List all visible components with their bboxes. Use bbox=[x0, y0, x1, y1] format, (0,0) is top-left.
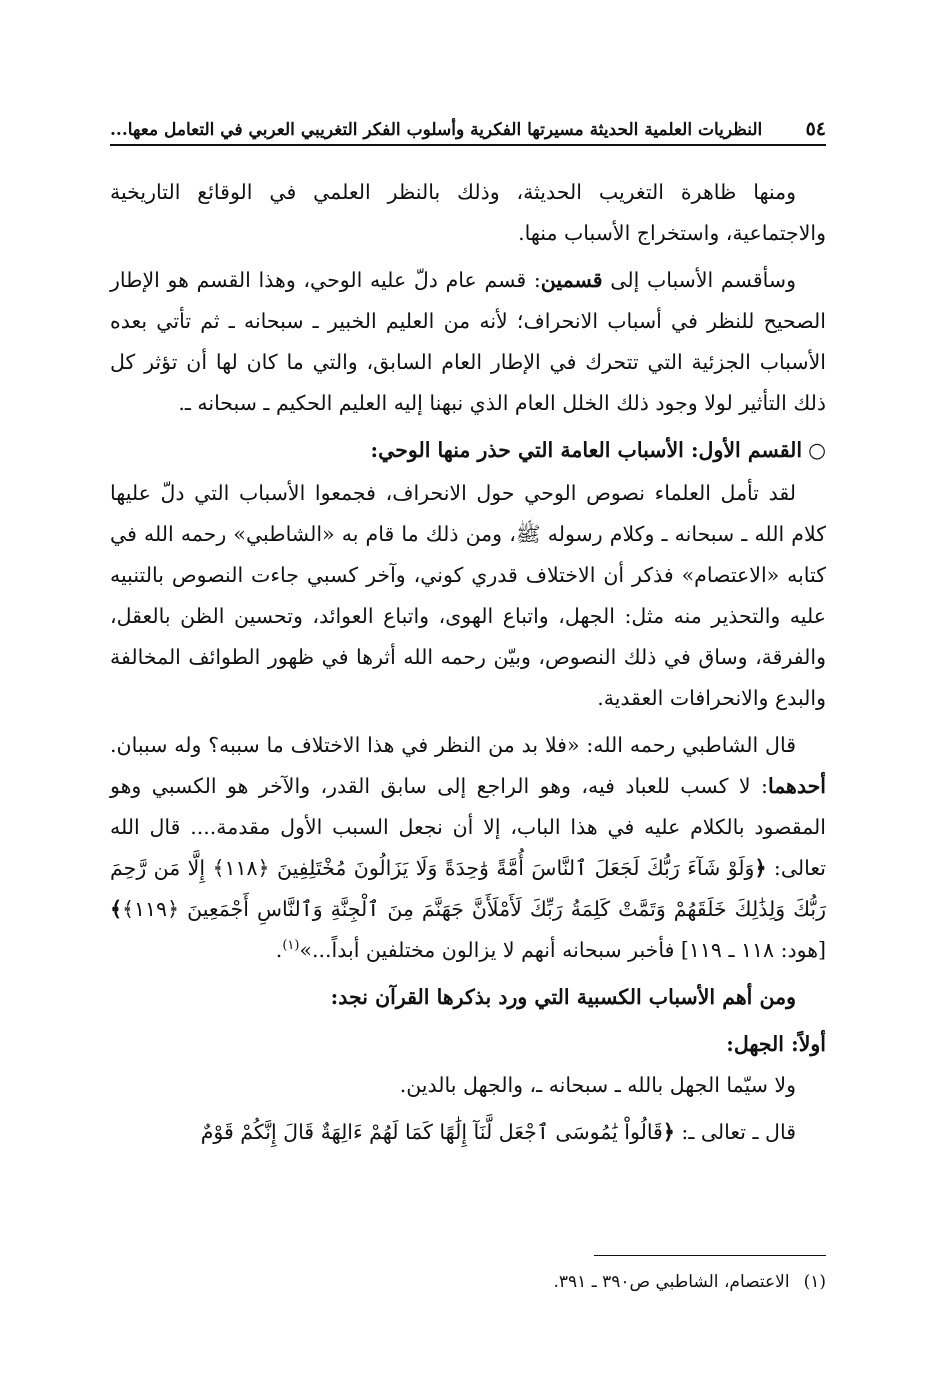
quran-verse-araf: قَالُواْ يَٰمُوسَى ٱجْعَل لَّنَآ إِلَٰهًا كَمَا لَهُمْ ءَالِهَةٌ قَالَ إِنَّكُمْ قَوْمٌ bbox=[200, 1120, 663, 1144]
section-heading-2 bbox=[110, 977, 826, 1018]
paragraph-5-text: ولا سيّما الجهل بالله ـ سبحانه ـ، والجهل بالدين. bbox=[399, 1073, 796, 1097]
footnote bbox=[110, 1270, 826, 1294]
page-number: ٥٤ bbox=[805, 118, 826, 140]
paragraph-3 bbox=[110, 473, 826, 719]
paragraph-1-text: ومنها ظاهرة التغريب الحديثة، وذلك بالنظر العلمي في الوقائع التاريخية والاجتماعية، واستخراج الأسباب منها. bbox=[110, 180, 826, 245]
header-divider bbox=[110, 144, 826, 146]
paragraph-4-bold: أحدهما bbox=[767, 774, 826, 798]
quran-bracket-close: ﴾ bbox=[110, 897, 123, 921]
paragraph-4-end: . bbox=[275, 938, 283, 962]
paragraph-5 bbox=[110, 1065, 826, 1106]
circle-bullet-icon: ○ bbox=[808, 438, 826, 462]
paragraph-2 bbox=[110, 260, 826, 424]
paragraph-3-text: لقد تأمل العلماء نصوص الوحي حول الانحراف، فجمعوا الأسباب التي دلّ عليها كلام الله ـ سبحانه ـ وكلام رسوله ﷺ، ومن ذلك ما قام به «الشاطبي» رحمه الله في كتابه «الاعتصام» فذكر أن الاختلاف قدري كوني، وآخر كسبي جاءت النصوص بالتنبيه عليه والتحذير منه مثل: الجهل، واتباع الهوى، واتباع العوائد، وتحسين الظن بالعقل، والفرقة، وساق في ذلك النصوص، وبيّن رحمه الله أثرها في ظهور الطوائف المخالفة والبدع والانحرافات العقدية. bbox=[110, 481, 826, 710]
section-heading-3-text: أولاً: الجهل: bbox=[726, 1032, 826, 1056]
running-title: النظريات العلمية الحديثة مسيرتها الفكرية وأسلوب الفكر التغريبي العربي في التعامل معها... bbox=[110, 120, 763, 140]
section-heading-1-text: القسم الأول: الأسباب العامة التي حذر منها الوحي: bbox=[370, 438, 803, 462]
main-text bbox=[110, 172, 826, 1159]
section-heading-2-text: ومن أهم الأسباب الكسبية التي ورد بذكرها القرآن نجد: bbox=[330, 985, 796, 1009]
quran-verse-hud: وَلَوْ شَآءَ رَبُّكَ لَجَعَلَ ٱلنَّاسَ أُمَّةً وَٰحِدَةً وَلَا يَزَالُونَ مُخْتَلِفِينَ ﴿١١٨﴾ إِلَّا مَن رَّحِمَ رَبُّكَ وَلِذَٰلِكَ خَلَقَهُمْ وَتَمَّتْ كَلِمَةُ رَبِّكَ لَأَمْلَأَنَّ جَهَنَّمَ مِنَ ٱلْجِنَّةِ وَٱلنَّاسِ أَجْمَعِينَ ﴿١١٩﴾ bbox=[110, 856, 826, 921]
paragraph-4-part-b: : لا كسب للعباد فيه، وهو الراجع إلى سابق القدر، والآخر هو الكسبي وهو المقصود بالكلام عليه في هذا الباب، إلا أن نجعل السبب الأول مقدمة.... قال الله تعالى: bbox=[110, 774, 826, 880]
footnote-marker[interactable]: (١) bbox=[282, 938, 300, 954]
paragraph-4-part-a: قال الشاطبي رحمه الله: «فلا بد من النظر في هذا الاختلاف ما سببه؟ وله سببان. bbox=[110, 733, 796, 757]
quran-bracket-open-2: ﴿ bbox=[662, 1120, 675, 1144]
section-heading-3 bbox=[110, 1024, 826, 1065]
paragraph-4 bbox=[110, 725, 826, 971]
footnote-number: (١) bbox=[803, 1272, 826, 1292]
paragraph-2-rest: : قسم عام دلّ عليه الوحي، وهذا القسم هو الإطار الصحيح للنظر في أسباب الانحراف؛ لأنه من العليم الخبير ـ سبحانه ـ ثم تأتي بعده الأسباب الجزئية التي تتحرك في الإطار العام السابق، والتي ما كان لها أن تؤثر كل ذلك التأثير لولا وجود ذلك الخلل العام الذي نبهنا إليه العليم الحكيم ـ سبحانه ـ. bbox=[110, 268, 826, 415]
paragraph-6-lead: قال ـ تعالى ـ: bbox=[681, 1120, 796, 1144]
paragraph-1 bbox=[110, 172, 826, 254]
paragraph-6 bbox=[110, 1112, 826, 1153]
footnote-divider bbox=[594, 1255, 826, 1256]
paragraph-2-lead: وسأقسم الأسباب إلى bbox=[610, 268, 796, 292]
footnote-text: الاعتصام، الشاطبي ص٣٩٠ ـ ٣٩١. bbox=[553, 1272, 790, 1292]
running-header bbox=[110, 108, 826, 140]
paragraph-2-bold: قسمين bbox=[540, 268, 603, 292]
section-heading-1 bbox=[110, 430, 826, 471]
paragraph-4-part-c: [هود: ١١٨ ـ ١١٩] فأخبر سبحانه أنهم لا يزالون مختلفين أبداً...» bbox=[299, 938, 826, 962]
quran-bracket-open: ﴿ bbox=[754, 856, 767, 880]
